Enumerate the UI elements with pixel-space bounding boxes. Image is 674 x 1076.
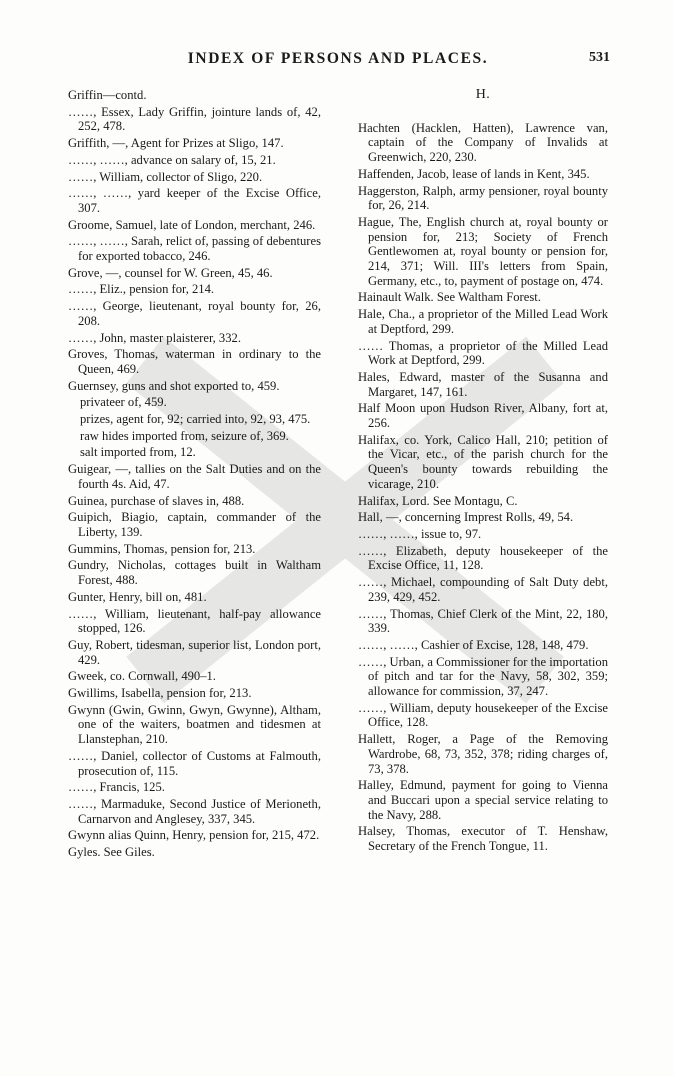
index-entry: Hall, —, concerning Imprest Rolls, 49, 54.: [358, 510, 574, 525]
index-entry: …… Thomas, a proprietor of the Milled Lead Work at Deptford, 299.: [358, 338, 608, 368]
index-entry: Guy, Robert, tidesman, superior list, London port, 429.: [68, 637, 321, 667]
index-entry: ……, George, lieutenant, royal bounty for, 26, 208.: [68, 299, 321, 328]
page-number: 531: [589, 50, 610, 65]
index-entry: Gwillims, Isabella, pension for, 213.: [68, 686, 252, 701]
index-entry: Guernsey, guns and shot exported to, 459.: [68, 378, 280, 393]
index-entry: ……, Eliz., pension for, 214.: [68, 282, 215, 297]
index-entry: Guinea, purchase of slaves in, 488.: [68, 493, 245, 508]
index-entry: Haffenden, Jacob, lease of lands in Kent, 345.: [358, 166, 590, 181]
index-entry: Grove, —, counsel for W. Green, 45, 46.: [68, 265, 273, 280]
index-column-left: [68, 88, 321, 862]
index-entry: ……, ……, Cashier of Excise, 128, 148, 479.: [358, 637, 589, 652]
index-entry: raw hides imported from, seizure of, 369.: [80, 428, 289, 443]
index-entry: ……, ……, advance on salary of, 15, 21.: [68, 152, 276, 167]
page-header: [68, 50, 608, 74]
index-entry: ……, Michael, compounding of Salt Duty debt, 239, 429, 452.: [358, 575, 608, 604]
index-entry: Half Moon upon Hudson River, Albany, fort at, 256.: [358, 401, 608, 431]
index-entry: ……, John, master plaisterer, 332.: [68, 330, 241, 345]
index-entry: Hague, The, English church at, royal bounty or pension for, 213; Society of French Gentlewomen at, royal bounty or pension for, 214, 371; Will. III's letters from Spain, Germany, etc., to, payment of postage on, 474.: [358, 214, 608, 288]
index-entry: salt imported from, 12.: [80, 445, 196, 460]
index-entry: ……, Urban, a Commissioner for the importation of pitch and tar for the Navy, 58, 302, 359; allowance for commission, 37, 247.: [358, 654, 608, 699]
index-entry: Gundry, Nicholas, cottages built in Waltham Forest, 488.: [68, 558, 321, 588]
index-entry: Gummins, Thomas, pension for, 213.: [68, 541, 256, 556]
index-entry: Halsey, Thomas, executor of T. Henshaw, Secretary of the French Tongue, 11.: [358, 824, 608, 854]
index-entry: Gwynn (Gwin, Gwinn, Gwyn, Gwynne), Altham, one of the waiters, boatmen and tidesmen at Llanstephan, 210.: [68, 702, 321, 747]
index-entry: prizes, agent for, 92; carried into, 92, 93, 475.: [80, 412, 311, 427]
right-column-entries: [358, 121, 608, 854]
index-entry: ……, William, deputy housekeeper of the Excise Office, 128.: [358, 700, 608, 730]
index-entry: ……, ……, issue to, 97.: [358, 526, 482, 541]
index-entry: Gunter, Henry, bill on, 481.: [68, 589, 207, 604]
index-column-right: [358, 88, 608, 856]
index-entry: Hale, Cha., a proprietor of the Milled Lead Work at Deptford, 299.: [358, 307, 608, 336]
index-entry: ……, ……, yard keeper of the Excise Office, 307.: [68, 186, 321, 215]
index-entry: Gyles. See Giles.: [68, 845, 155, 860]
index-entry: Halifax, Lord. See Montagu, C.: [358, 493, 518, 508]
index-entry: ……, William, collector of Sligo, 220.: [68, 169, 263, 184]
index-entry: Hallett, Roger, a Page of the Removing Wardrobe, 68, 73, 352, 378; riding charges of, 73, 378.: [358, 732, 608, 776]
index-entry: Griffin—contd.: [68, 88, 147, 102]
index-entry: Groome, Samuel, late of London, merchant, 246.: [68, 217, 316, 232]
index-entry: Griffith, —, Agent for Prizes at Sligo, 147.: [68, 136, 284, 151]
index-entry: Guipich, Biagio, captain, commander of the Liberty, 139.: [68, 510, 321, 539]
index-entry: Hainault Walk. See Waltham Forest.: [358, 290, 541, 305]
index-entry: ……, Daniel, collector of Customs at Falmouth, prosecution of, 115.: [68, 748, 321, 778]
index-entry: Groves, Thomas, waterman in ordinary to the Queen, 469.: [68, 347, 321, 376]
index-entry: Hachten (Hacklen, Hatten), Lawrence van, captain of the Company of Invalids at Greenwich, 220, 230.: [358, 120, 608, 165]
index-entry: Halley, Edmund, payment for going to Vienna and Buccari upon a special service relating to the Navy, 288.: [358, 778, 608, 822]
index-entry: ……, Essex, Lady Griffin, jointure lands of, 42, 252, 478.: [68, 104, 321, 134]
index-entry: privateer of, 459.: [80, 395, 167, 410]
index-entry: Halifax, co. York, Calico Hall, 210; petition of the Vicar, etc., of the parish church for the Queen's bounty towards rebuilding the vicarage, 210.: [358, 432, 608, 491]
section-letter-heading: H.: [475, 87, 491, 102]
index-entry: ……, Elizabeth, deputy housekeeper of the Excise Office, 11, 128.: [358, 543, 608, 573]
index-entry: ……, Marmaduke, Second Justice of Merioneth, Carnarvon and Anglesey, 337, 345.: [68, 796, 321, 826]
index-entry: Gweek, co. Cornwall, 490–1.: [68, 669, 216, 684]
index-entry: Guigear, —, tallies on the Salt Duties and on the fourth 4s. Aid, 47.: [68, 462, 321, 491]
index-entry: ……, ……, Sarah, relict of, passing of debentures for exported tobacco, 246.: [68, 234, 321, 264]
index-entry: ……, William, lieutenant, half-pay allowance stopped, 126.: [68, 606, 321, 636]
index-entry: Gwynn alias Quinn, Henry, pension for, 215, 472.: [68, 828, 320, 843]
index-entry: ……, Thomas, Chief Clerk of the Mint, 22, 180, 339.: [358, 606, 608, 636]
page-title: INDEX OF PERSONS AND PLACES.: [187, 50, 489, 67]
index-entry: Hales, Edward, master of the Susanna and Margaret, 147, 161.: [358, 369, 608, 399]
index-entry: ……, Francis, 125.: [68, 780, 165, 795]
index-entry: Haggerston, Ralph, army pensioner, royal bounty for, 26, 214.: [358, 183, 608, 213]
